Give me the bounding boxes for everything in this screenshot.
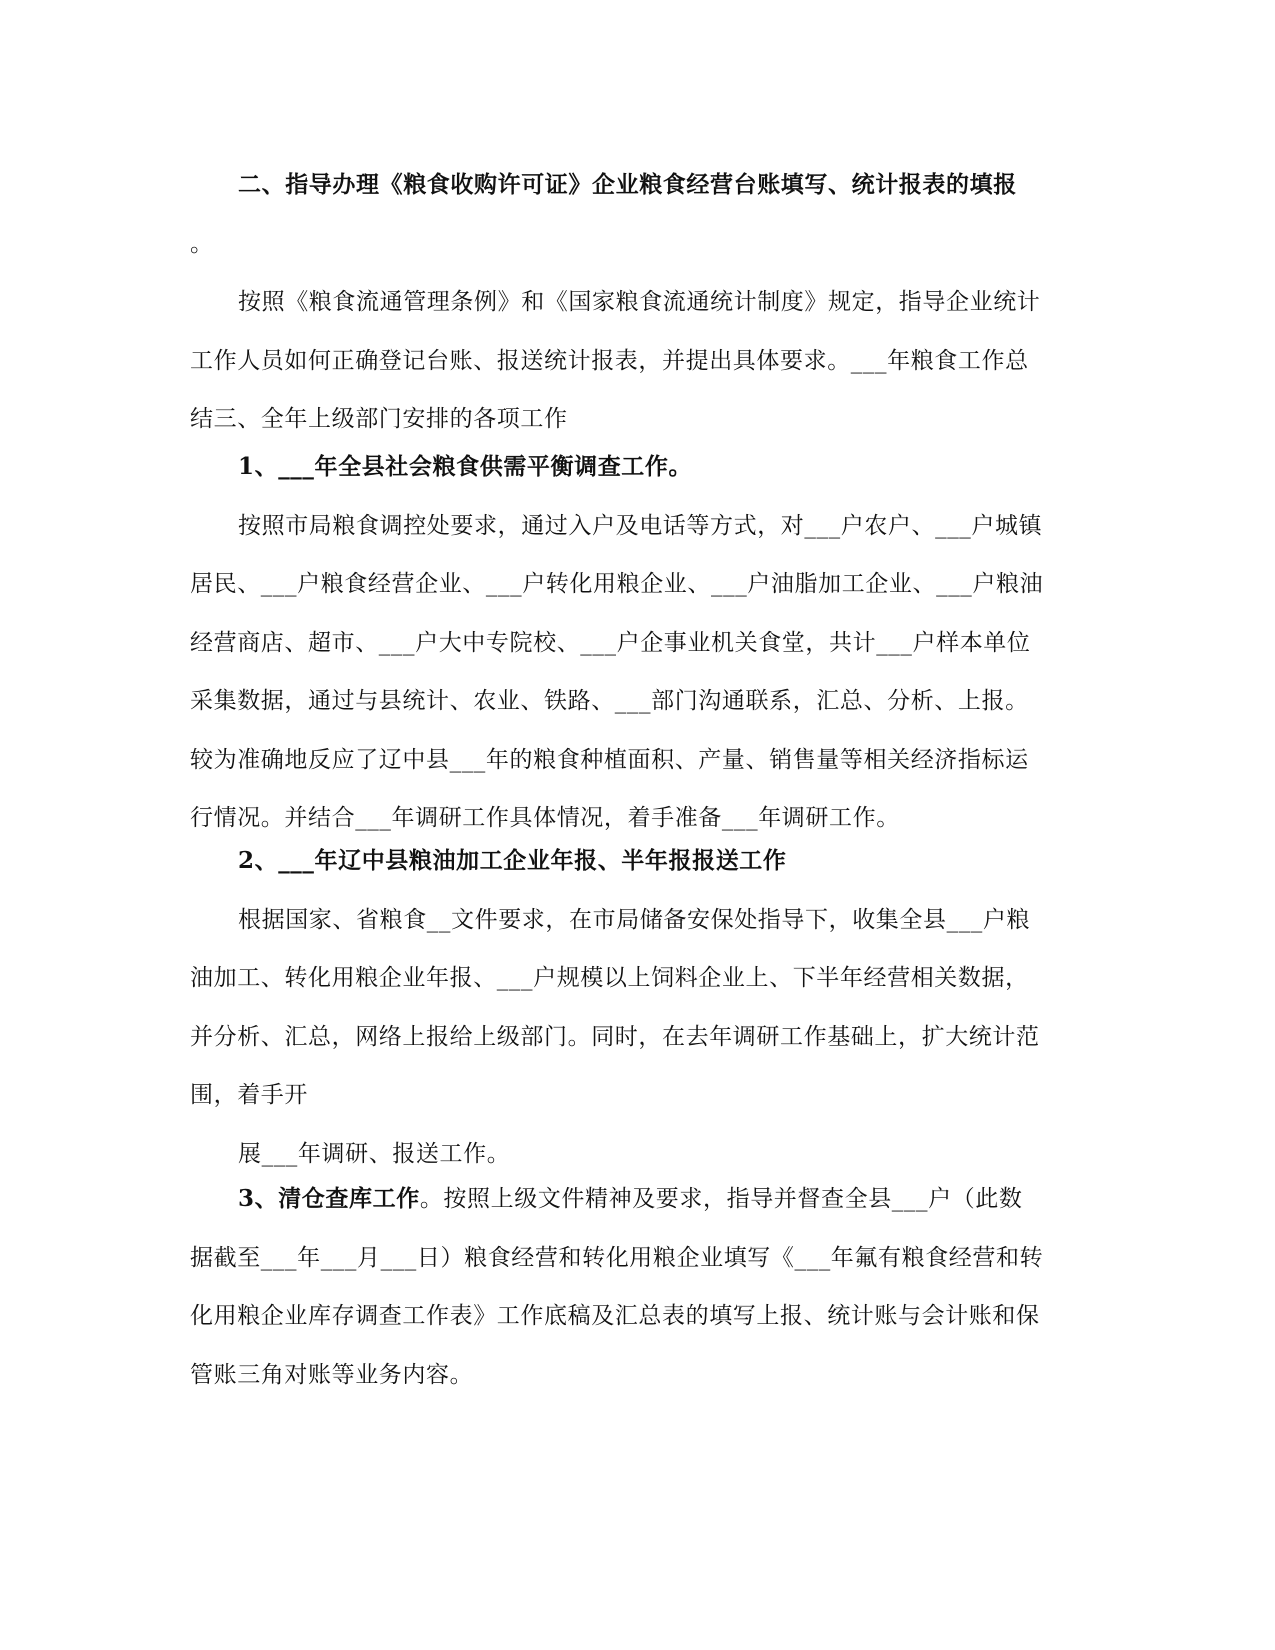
item-3-line-4: 管账三角对账等业务内容。	[190, 1361, 474, 1388]
item-1-line-3: 经营商店、超市、___户大中专院校、___户企事业机关食堂，共计___户样本单位	[190, 629, 1031, 656]
item-1-line-1: 按照市局粮食调控处要求，通过入户及电话等方式，对___户农户、___户城镇	[238, 512, 1043, 539]
section-2-heading-line-1: 二、指导办理《粮食收购许可证》企业粮食经营台账填写、统计报表的填报	[238, 171, 1017, 198]
item-1-line-6: 行情况。并结合___年调研工作具体情况，着手准备___年调研工作。	[190, 805, 900, 831]
item-2-line-2: 油加工、转化用粮企业年报、___户规模以上饲料企业上、下半年经营相关数据，	[190, 965, 1029, 991]
item-1-line-2: 居民、___户粮食经营企业、___户转化用粮企业、___户油脂加工企业、___户粮油	[190, 571, 1044, 597]
item-3-heading: 3、清仓查库工作	[238, 1185, 420, 1212]
item-3-line-3: 化用粮企业库存调查工作表》工作底稿及汇总表的填写上报、统计账与会计账和保	[190, 1303, 1040, 1329]
item-2-line-3: 并分析、汇总，网络上报给上级部门。同时，在去年调研工作基础上，扩大统计范	[190, 1023, 1040, 1050]
item-2-line-1: 根据国家、省粮食__文件要求，在市局储备安保处指导下，收集全县___户粮	[238, 906, 1031, 933]
section-2-paragraph-line-1: 按照《粮食流通管理条例》和《国家粮食流通统计制度》规定，指导企业统计	[238, 289, 1041, 315]
item-2-line-4: 围，着手开	[190, 1082, 308, 1108]
item-3-line-1-text: 。按照上级文件精神及要求，指导并督查全县___户（此数	[419, 1186, 1023, 1212]
item-2	[190, 832, 1080, 1183]
section-2-paragraph-line-2: 工作人员如何正确登记台账、报送统计报表，并提出具体要求。___年粮食工作总	[190, 347, 1029, 374]
item-1-line-5: 较为准确地反应了辽中县___年的粮食种植面积、产量、销售量等相关经济指标运	[190, 746, 1029, 773]
item-3-line-1	[190, 1170, 1080, 1229]
item-1-line-4: 采集数据，通过与县统计、农业、铁路、___部门沟通联系，汇总、分析、上报。	[190, 688, 1029, 714]
item-1-heading: 1、___年全县社会粮食供需平衡调查工作。	[238, 453, 693, 480]
item-3-line-2: 据截至___年___月___日）粮食经营和转化用粮企业填写《___年氟有粮食经营和转	[190, 1244, 1044, 1271]
item-3	[190, 1170, 1080, 1404]
item-2-line-5: 展___年调研、报送工作。	[238, 1140, 511, 1167]
section-2-paragraph-line-3: 结三、全年上级部门安排的各项工作	[190, 406, 568, 432]
section-2-heading-line-2: 。	[190, 230, 214, 257]
item-1	[190, 438, 1080, 848]
item-2-heading: 2、___年辽中县粮油加工企业年报、半年报报送工作	[238, 847, 787, 874]
section-2	[190, 156, 1080, 449]
